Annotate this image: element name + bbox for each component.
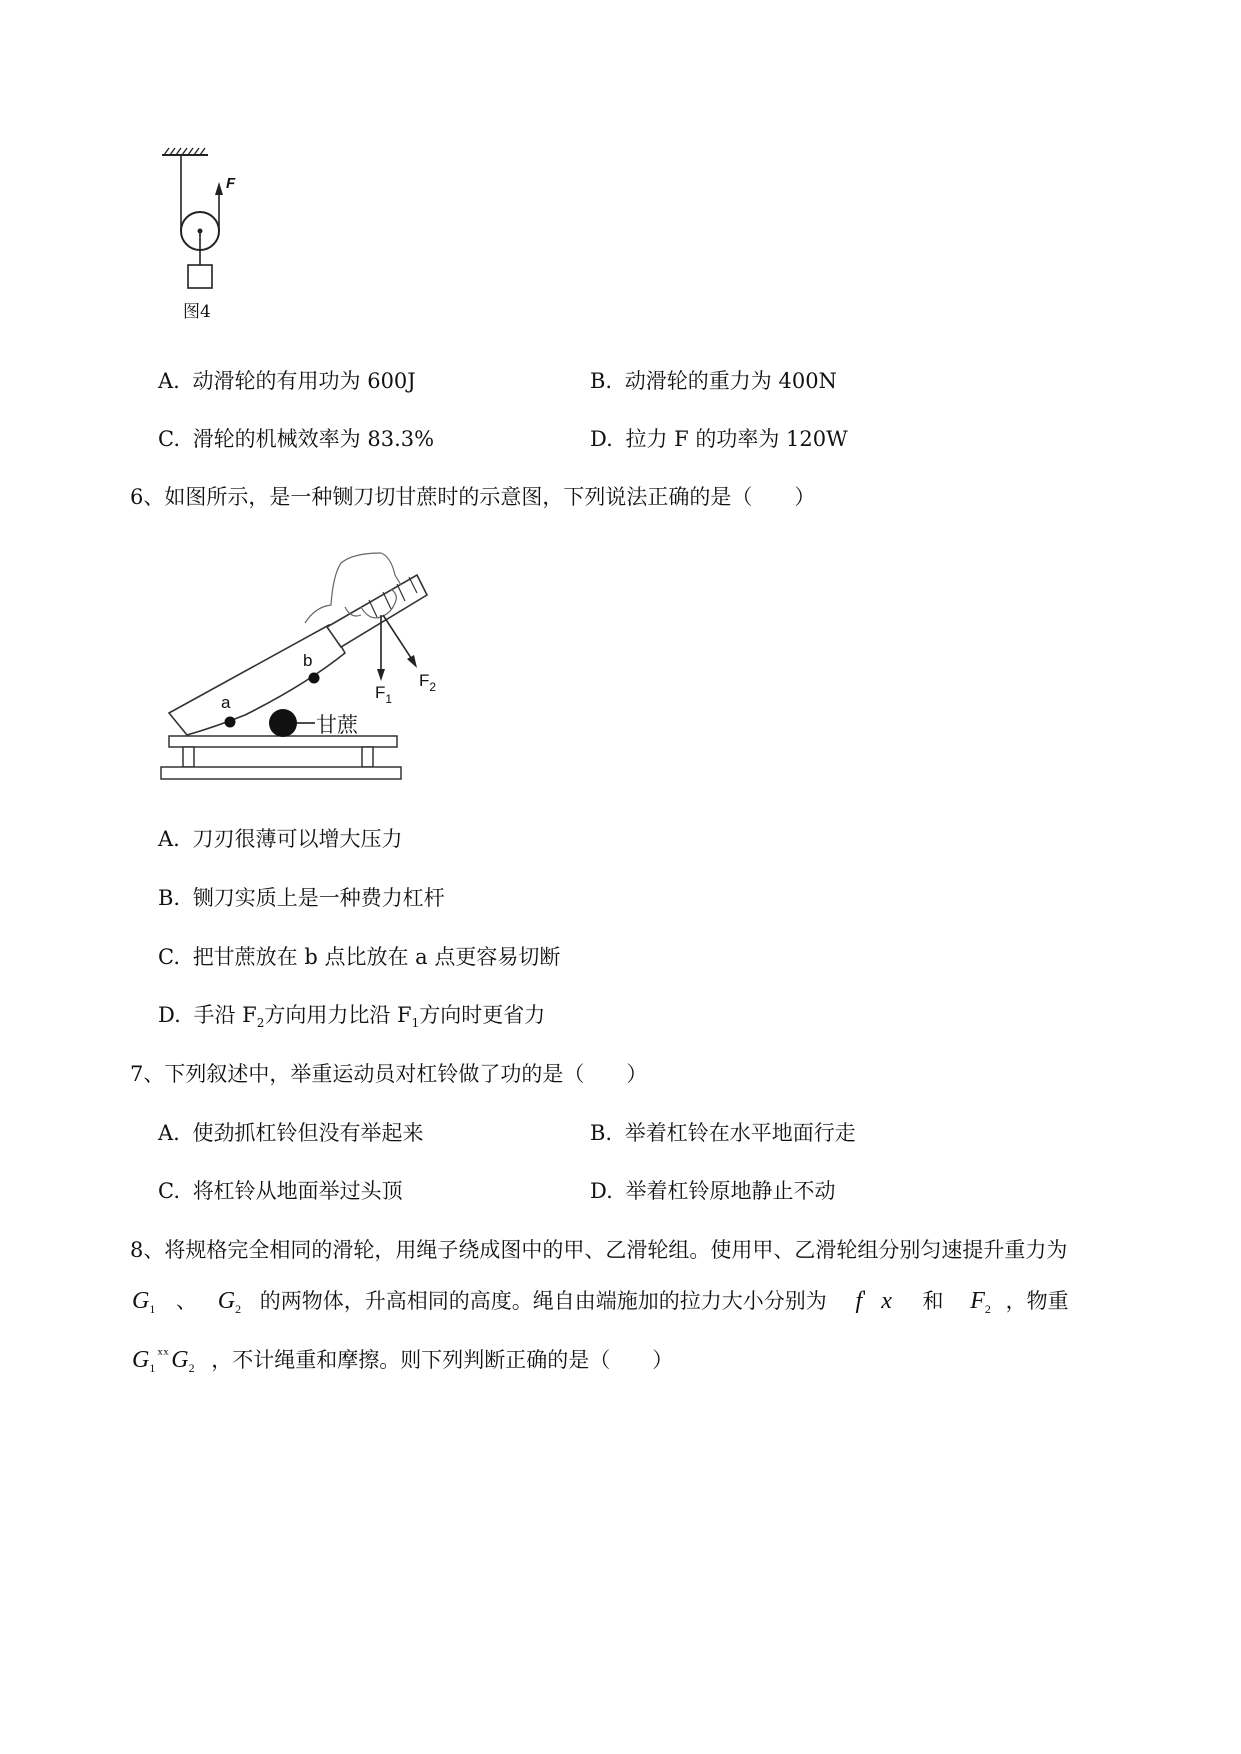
f2-symbol [970,1288,991,1314]
g2-symbol [171,1347,194,1373]
option-label: C. [158,427,180,451]
q6-option-a [158,825,403,853]
g2-subscript: 2 [188,1361,195,1375]
option-label: C. [158,1179,180,1203]
cane-label: 甘蔗 [316,714,358,737]
q5-option-d [590,425,848,453]
option-text: 刀刃很薄可以增大压力 [192,827,403,851]
g2-subscript: 2 [235,1302,242,1316]
q8-line-3-tail: ，不计绳重和摩擦。则下列判断正确的是（ ） [211,1348,674,1372]
option-label: C. [158,945,180,969]
force-f1-label [375,683,392,706]
option-text: 铡刀实质上是一种费力杠杆 [192,886,445,910]
option-label: A. [158,1121,180,1145]
q8-line-1: 8、将规格完全相同的滑轮，用绳子绕成图中的甲、乙滑轮组。使用甲、乙滑轮组分别匀速提升重力为 [130,1238,1068,1262]
subscript-2: 2 [256,1016,265,1030]
option-label: D. [158,1003,181,1027]
option-text: 拉力 F 的功率为 120W [625,427,848,451]
and-word: 和 [922,1289,944,1313]
option-text: 动滑轮的有用功为 600J [192,369,416,393]
point-a-label: a [221,693,231,712]
q8-line-3 [132,1338,673,1385]
g-letter: G [217,1288,236,1314]
g-letter: G [132,1347,150,1373]
q7-stem: 7、下列叙述中，举重运动员对杠铃做了功的是（ ） [130,1062,648,1086]
g-letter: G [132,1288,150,1314]
option-label: B. [590,369,613,393]
f2-symbol: F [419,671,430,690]
g1-symbol [132,1288,155,1314]
q7-option-c [158,1177,403,1205]
f2-subscript: 2 [984,1302,991,1316]
g1-subscript: 1 [149,1361,156,1375]
g1-subscript: 1 [149,1302,156,1316]
g-letter: G [171,1347,189,1373]
q6-option-c [158,943,560,971]
q5-option-c [158,425,434,453]
q7-option-a [158,1119,424,1147]
garbled-f-symbol: f [855,1288,863,1314]
q8-text-b: ，物重 [1005,1289,1069,1313]
guillotine-figure [155,545,455,790]
figure-caption: 图4 [183,302,211,322]
q7-option-b [590,1119,856,1147]
pulley-diagram [150,145,260,295]
f1-symbol: F [375,683,386,702]
g1-symbol [132,1347,155,1373]
option-text: 把甘蔗放在 b 点比放在 a 点更容易切断 [192,945,561,969]
relation-glyph: ˣˣ [157,1347,170,1363]
subscript-1: 1 [411,1016,420,1030]
f2-subscript: 2 [429,680,437,694]
q5-option-a [158,367,416,395]
option-text-mid: 方向用力比沿 F [264,1003,412,1027]
q5-option-b [590,367,837,395]
option-text-pre: 手沿 F [193,1003,257,1027]
option-label: A. [158,827,180,851]
force-f2-label [419,671,436,694]
g2-symbol [218,1288,241,1314]
option-label: B. [590,1121,613,1145]
q6-stem: 6、如图所示，是一种铡刀切甘蔗时的示意图，下列说法正确的是（ ） [130,485,816,509]
force-label-f: F [226,175,236,192]
option-label: D. [590,1179,613,1203]
q6-option-b [158,884,445,912]
option-label: B. [158,886,181,910]
option-text: 使劲抓杠铃但没有举起来 [192,1121,424,1145]
garbled-x-symbol: x [881,1288,892,1314]
separator: 、 [176,1289,198,1313]
pulley-figure [150,145,260,325]
option-text: 举着杠铃原地静止不动 [625,1179,836,1203]
q7-option-d [590,1177,835,1205]
q8-text-a: 的两物体，升高相同的高度。绳自由端施加的拉力大小分别为 [259,1289,827,1313]
q8-line-2 [132,1280,1069,1326]
garbled-mark: ' [862,1287,867,1306]
f1-subscript: 1 [385,692,393,706]
option-label: A. [158,369,180,393]
option-label: D. [590,427,613,451]
q6-option-d [158,1001,545,1037]
option-text: 滑轮的机械效率为 83.3% [192,427,435,451]
option-text [193,1003,546,1030]
option-text-post: 方向时更省力 [419,1003,546,1027]
point-b-label: b [303,651,313,670]
f-letter: F [970,1288,985,1314]
option-text: 举着杠铃在水平地面行走 [624,1121,856,1145]
option-text: 将杠铃从地面举过头顶 [192,1179,403,1203]
option-text: 动滑轮的重力为 400N [624,369,837,393]
